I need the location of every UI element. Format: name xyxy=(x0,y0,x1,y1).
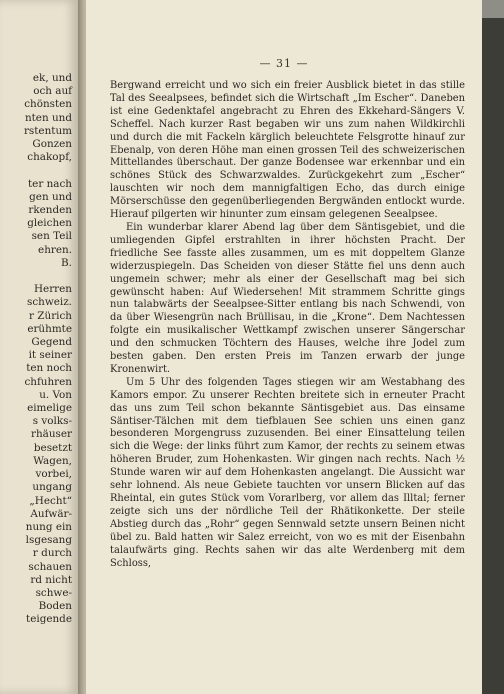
left-page-line: vorbei, xyxy=(35,468,72,481)
left-page-line: r durch xyxy=(32,547,72,560)
left-page-line: „Hecht“ xyxy=(29,494,72,507)
left-page-text xyxy=(24,72,72,627)
left-page-line: r Zürich xyxy=(29,309,72,322)
left-page-line xyxy=(24,164,72,177)
paragraph: Ein wunderbar klarer Abend lag über dem Säntisgebiet, und die umliegenden Gipfel erstrahlten in ihrer höchsten Pracht. Der friedliche See fasste alles zusammen, um es mit doppeltem Glanze widerzuspiegeln. Das Scheiden von dieser Stätte fiel uns denn auch ungemein schwer; mehr als einer der Gesellschaft mag bei sich gewünscht haben: Auf Wiedersehen! Mit strammem Schritte gings nun talabwärts der Seealpsee-Sitter entlang bis nach Schwendi, von da über Wiesengrün nach Brüllisau, in die „Krone“. Dem Nachtessen folgte ein musikalischer Wettkampf zwischen unserer Sängerschar und den schmucken Töchtern des Hauses, welche ihre Jodel zum besten gaben. Den ersten Preis im Tanzen erwarb der junge Kronenwirt. xyxy=(110,221,465,375)
left-page-line: och auf xyxy=(33,85,72,98)
left-page-line: Aufwär- xyxy=(30,507,72,520)
left-page-line: lsgesang xyxy=(25,534,72,547)
left-page-line: chfuhren xyxy=(24,375,72,388)
left-page-line: ek, und xyxy=(32,72,72,84)
body-text xyxy=(110,80,465,570)
background-edge xyxy=(482,18,504,694)
left-page-line: ehren. xyxy=(38,243,72,256)
left-page xyxy=(0,0,78,694)
background-strip xyxy=(482,0,504,18)
left-page-line: ten noch xyxy=(26,362,72,375)
left-page-line: gen und xyxy=(29,190,72,203)
left-page-line: chakopf, xyxy=(27,151,72,164)
left-page-line: schwe- xyxy=(35,586,72,599)
left-page-line: rkenden xyxy=(28,204,72,217)
left-page-line: besetzt xyxy=(33,441,72,454)
left-page-line: Wagen, xyxy=(33,454,72,467)
left-page-line: u. Von xyxy=(39,388,72,401)
left-page-line: ter nach xyxy=(28,177,72,190)
left-page-line: Boden xyxy=(38,600,72,613)
left-page-line: rhäuser xyxy=(31,428,72,441)
page-number: — 31 — xyxy=(259,57,309,70)
left-page-line: sen Teil xyxy=(31,230,72,243)
paragraph: Um 5 Uhr des folgenden Tages stiegen wir am Westabhang des Kamors empor. Zu unserer Rechten breitete sich in erneuter Pracht das uns zum Teil schon bekannte Säntisgebiet aus. Das einsame Säntiser-Tälchen mit dem tiefblauen See schien uns einen ganz besonderen Morgengruss zuzusenden. Bei einer Einsattelung teilen sich die Wege: der links führt zum Kamor, der rechts zu seinem etwas höheren Bruder, zum Hohenkasten. Wir gingen nach rechts. Nach ½ Stunde waren wir auf dem Hohenkasten angelangt. Die Aussicht war sehr lohnend. Als neue Gebiete tauchten vor unsern Blicken auf das Rheintal, ein gutes Stück vom Vorarlberg, vor allem das Illtal; ferner zeigte sich uns der nördliche Teil der Rhätikonkette. Der steile Abstieg durch das „Rohr“ gegen Sennwald setzte unsern Beinen nicht übel zu. Bald hatten wir Salez erreicht, von wo es mit der Eisenbahn talaufwärts ging. Rechts sahen wir das alte Werdenberg mit dem Schloss, xyxy=(110,376,465,569)
left-page-line xyxy=(24,270,72,283)
left-page-line: schauen xyxy=(28,560,72,573)
left-page-line: nten und xyxy=(24,111,72,124)
left-page-line: nung ein xyxy=(25,520,72,533)
right-page xyxy=(86,0,482,694)
left-page-line: teigende xyxy=(26,613,72,626)
left-page-line: ungang xyxy=(32,481,72,494)
left-page-line: gleichen xyxy=(27,217,72,230)
left-page-line: eimelige xyxy=(27,402,72,415)
paragraph: Bergwand erreicht und wo sich ein freier Ausblick bietet in das stille Tal des Seealpsees, befindet sich die Wirtschaft „Im Escher“. Daneben ist eine Gedenktafel angebracht zu Ehren des Ekkehard-Sängers V. Scheffel. Nach kurzer Rast begaben wir uns zum nahen Wildkirchli und durch die mit Fackeln kärglich beleuchtete Felsgrotte hinauf zur Ebenalp, von deren Höhe man einen grossen Teil des schweizerischen Mittellandes überschaut. Der ganze Bodensee war erkennbar und ein schönes Stück des Schwarzwaldes. Zurückgekehrt zum „Escher“ lauschten wir noch dem mannigfaltigen Echo, das durch einige Mörserschüsse den gegenüberliegenden Bergwänden entlockt wurde. Hierauf pilgerten wir hinunter zum einsam gelegenen Seealpsee. xyxy=(110,80,465,221)
left-page-line: rd nicht xyxy=(30,573,72,586)
left-page-line: Herren xyxy=(34,283,72,296)
left-page-line: B. xyxy=(61,256,72,269)
left-page-line: s volks- xyxy=(32,415,72,428)
left-page-line: chönsten xyxy=(24,98,72,111)
left-page-line: rstentum xyxy=(23,124,72,137)
left-page-line: schweiz. xyxy=(27,296,72,309)
left-page-line: it seiner xyxy=(28,349,72,362)
left-page-line: Gegend xyxy=(31,336,72,349)
left-page-line: erühmte xyxy=(27,322,72,335)
left-page-line: Gonzen xyxy=(32,138,72,151)
